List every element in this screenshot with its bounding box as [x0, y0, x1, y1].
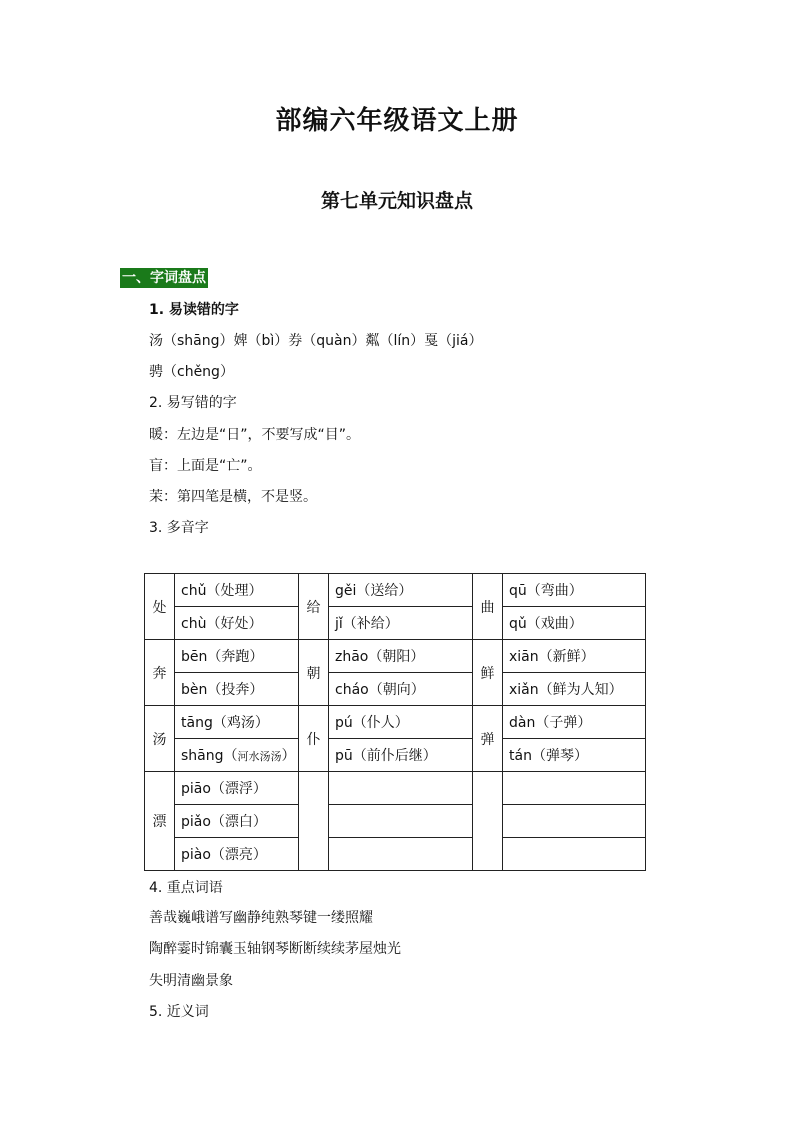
table-empty-cell	[503, 772, 646, 805]
table-reading: qǔ（戏曲）	[503, 607, 646, 640]
table-char: 鲜	[473, 640, 503, 706]
heading-miswritten: 2. 易写错的字	[149, 395, 237, 411]
table-char: 给	[299, 574, 329, 640]
table-reading: piǎo（漂白）	[175, 805, 299, 838]
section-badge: 一、字词盘点	[122, 270, 206, 286]
table-char: 处	[145, 574, 175, 640]
table-reading: dàn（子弹）	[503, 706, 646, 739]
table-empty-cell	[329, 772, 473, 805]
table-char: 曲	[473, 574, 503, 640]
table-char: 弹	[473, 706, 503, 772]
table-reading: bēn（奔跑）	[175, 640, 299, 673]
page-subtitle: 第七单元知识盘点	[320, 190, 473, 212]
table-empty-cell	[503, 838, 646, 871]
table-empty-cell	[329, 805, 473, 838]
table-empty-cell	[503, 805, 646, 838]
miswritten-line-3: 茉：第四笔是横，不是竖。	[149, 489, 317, 505]
table-reading: qū（弯曲）	[503, 574, 646, 607]
table-char: 奔	[145, 640, 175, 706]
table-reading: pū（前仆后继）	[329, 739, 473, 772]
heading-key-words: 4. 重点词语	[149, 880, 223, 896]
polyphone-table	[144, 573, 646, 871]
table-reading: xiǎn（鲜为人知）	[503, 673, 646, 706]
table-reading: chǔ（处理）	[175, 574, 299, 607]
heading-misread: 1. 易读错的字	[149, 302, 239, 318]
table-reading: gěi（送给）	[329, 574, 473, 607]
heading-synonyms: 5. 近义词	[149, 1004, 209, 1020]
key-words-line-1: 善哉巍峨谱写幽静纯熟琴键一缕照耀	[149, 910, 373, 926]
table-char: 汤	[145, 706, 175, 772]
page-title: 部编六年级语文上册	[275, 106, 519, 136]
miswritten-line-1: 暖：左边是“日”，不要写成“目”。	[149, 427, 361, 443]
key-words-line-3: 失明清幽景象	[149, 973, 233, 989]
table-reading: bèn（投奔）	[175, 673, 299, 706]
table-char: 漂	[145, 772, 175, 871]
key-words-line-2: 陶醉霎时锦囊玉轴钢琴断断续续茅屋烛光	[149, 941, 401, 957]
reading-part: ）	[281, 748, 296, 764]
table-empty-cell	[299, 772, 329, 871]
table-empty-cell	[473, 772, 503, 871]
table-reading: piào（漂亮）	[175, 838, 299, 871]
table-reading: jǐ（补给）	[329, 607, 473, 640]
table-reading	[175, 739, 299, 772]
table-empty-cell	[329, 838, 473, 871]
miswritten-line-2: 盲：上面是“亡”。	[149, 458, 262, 474]
table-reading: piāo（漂浮）	[175, 772, 299, 805]
table-reading: cháo（朝向）	[329, 673, 473, 706]
reading-example-small: 河水汤汤	[237, 750, 282, 763]
heading-polyphones: 3. 多音字	[149, 520, 209, 536]
table-reading: xiān（新鲜）	[503, 640, 646, 673]
table-reading: chù（好处）	[175, 607, 299, 640]
table-reading: zhāo（朝阳）	[329, 640, 473, 673]
table-reading: tāng（鸡汤）	[175, 706, 299, 739]
reading-part: shāng（	[181, 748, 238, 764]
table-char: 仆	[299, 706, 329, 772]
misread-line-1: 汤（shāng）婢（bì）券（quàn）粼（lín）戛（jiá）	[149, 333, 483, 349]
misread-line-2: 骋（chěng）	[149, 364, 234, 380]
table-reading: tán（弹琴）	[503, 739, 646, 772]
table-char: 朝	[299, 640, 329, 706]
table-reading: pú（仆人）	[329, 706, 473, 739]
